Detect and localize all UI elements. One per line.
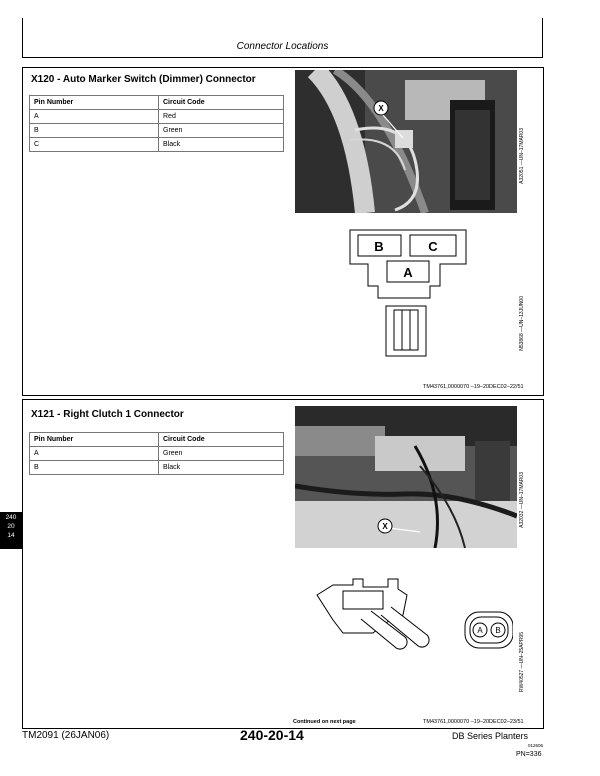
manual-id: TM2091 (26JAN06) xyxy=(22,730,110,741)
connector-photo xyxy=(295,70,517,213)
reference-code: TM43761,0000070 –19–20DEC02–22/51 xyxy=(423,384,524,390)
diagram-code: RW40527 —UN–25APR95 xyxy=(519,632,525,692)
connector-diagram xyxy=(313,575,513,665)
pin-table xyxy=(29,432,284,475)
connector-photo xyxy=(295,406,517,548)
date-code: 012606 xyxy=(528,743,544,748)
header-rule xyxy=(22,57,543,58)
pin-table xyxy=(29,95,284,152)
photo-code: A32051 —UN–17MAR03 xyxy=(519,128,525,184)
circuit-cell: Green xyxy=(159,124,284,138)
pin-cell: C xyxy=(30,138,159,152)
pin-cell: B xyxy=(30,461,159,475)
pin-label: A xyxy=(403,265,413,280)
header-rule-left xyxy=(22,18,23,58)
circuit-cell: Red xyxy=(159,110,284,124)
pin-label: C xyxy=(428,239,438,254)
tab-line: 20 xyxy=(7,523,15,530)
photo-callout: X xyxy=(382,522,388,531)
col-header-circuit: Circuit Code xyxy=(159,433,284,447)
running-head: Connector Locations xyxy=(236,41,329,52)
section-x120 xyxy=(22,67,544,396)
table-row xyxy=(30,447,284,461)
continued-note: Continued on next page xyxy=(293,719,356,725)
reference-code: TM43761,0000070 –19–20DEC02–23/51 xyxy=(423,719,524,725)
page-number: 240-20-14 xyxy=(240,727,304,743)
table-row xyxy=(30,461,284,475)
table-header-row xyxy=(30,433,284,447)
circuit-cell: Black xyxy=(159,138,284,152)
diagram-code: N53868 —UN–13JUN00 xyxy=(519,296,525,351)
col-header-pin: Pin Number xyxy=(30,96,159,110)
photo-illustration xyxy=(295,70,517,213)
pin-cell: A xyxy=(30,110,159,124)
pin-label: B xyxy=(374,239,384,254)
circuit-cell: Green xyxy=(159,447,284,461)
section-tab xyxy=(0,512,22,549)
table-row xyxy=(30,138,284,152)
photo-illustration xyxy=(295,406,517,548)
section-title: X120 - Auto Marker Switch (Dimmer) Connector xyxy=(31,74,256,85)
col-header-circuit: Circuit Code xyxy=(159,96,284,110)
col-header-pin: Pin Number xyxy=(30,433,159,447)
pin-label: B xyxy=(495,626,501,635)
photo-callout: X xyxy=(378,104,384,113)
pn-code: PN=336 xyxy=(516,751,542,758)
product-name: DB Series Planters xyxy=(452,731,529,741)
pin-cell: B xyxy=(30,124,159,138)
section-x121 xyxy=(22,399,544,729)
table-row xyxy=(30,110,284,124)
photo-code: A32032 —UN–17MAR03 xyxy=(519,472,525,528)
header-rule-right xyxy=(542,18,543,58)
pin-cell: A xyxy=(30,447,159,461)
tab-line: 14 xyxy=(7,532,15,539)
connector-diagram xyxy=(348,228,478,358)
circuit-cell: Black xyxy=(159,461,284,475)
pin-label: A xyxy=(477,626,483,635)
section-title: X121 - Right Clutch 1 Connector xyxy=(31,409,184,420)
table-row xyxy=(30,124,284,138)
tab-line: 240 xyxy=(5,514,17,521)
table-header-row xyxy=(30,96,284,110)
